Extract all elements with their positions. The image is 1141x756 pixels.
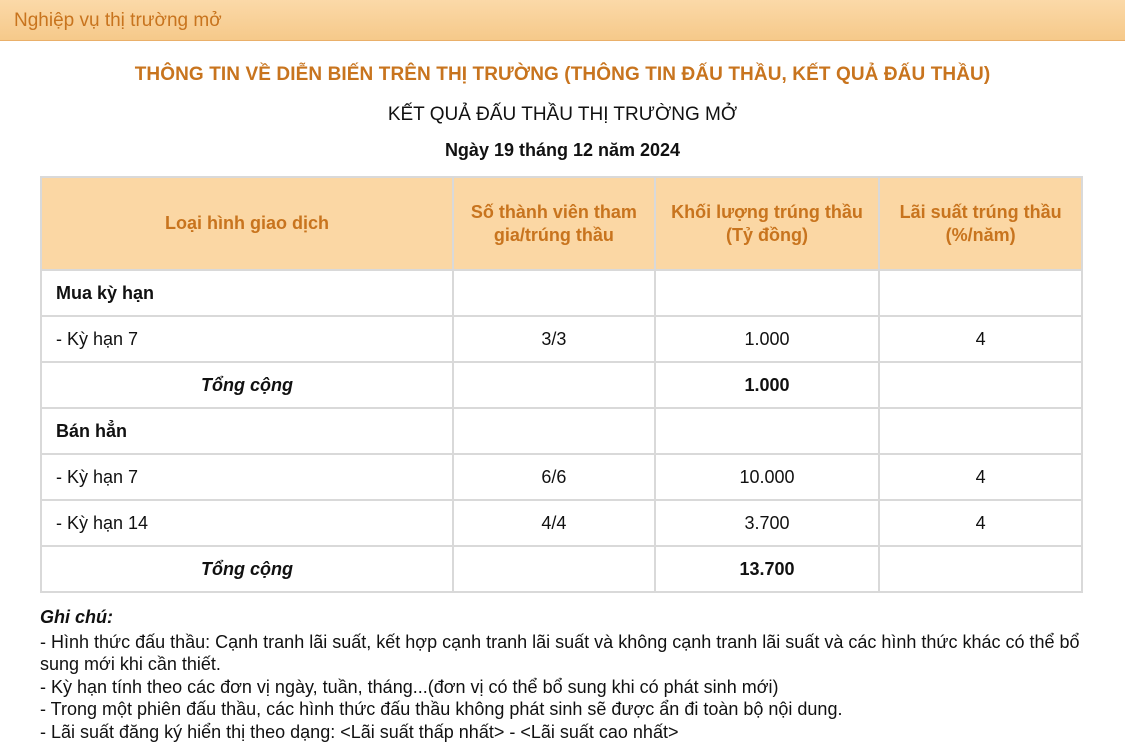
empty-cell — [655, 408, 880, 454]
auction-results-table — [40, 176, 1083, 593]
empty-cell — [879, 270, 1082, 316]
page-subtitle: KẾT QUẢ ĐẤU THẦU THỊ TRƯỜNG MỞ — [387, 104, 738, 125]
rate-value: 4 — [879, 316, 1082, 362]
term-label: - Kỳ hạn 7 — [41, 454, 453, 500]
term-label: - Kỳ hạn 14 — [41, 500, 453, 546]
empty-cell — [453, 362, 655, 408]
volume-value: 3.700 — [655, 500, 880, 546]
table-header-row — [41, 177, 1082, 270]
column-header-transaction-type: Loại hình giao dịch — [41, 177, 453, 270]
table-row-total — [41, 362, 1082, 408]
notes-title: Ghi chú: — [40, 607, 113, 627]
note-item: - Hình thức đấu thầu: Cạnh tranh lãi suất, kết hợp cạnh tranh lãi suất và không cạnh tranh lãi suất và các hình thức khác có thể bổ sung mới khi cần thiết. — [40, 631, 1080, 674]
note-item: - Lãi suất đăng ký hiển thị theo dạng: <Lãi suất thấp nhất> - <Lãi suất cao nhất> — [40, 721, 679, 742]
table-row-total — [41, 546, 1082, 592]
total-label: Tổng cộng — [41, 362, 453, 408]
notes-section — [40, 606, 1100, 743]
members-value: 3/3 — [453, 316, 655, 362]
empty-cell — [879, 362, 1082, 408]
rate-value: 4 — [879, 454, 1082, 500]
table-row-group — [41, 270, 1082, 316]
section-header-title: Nghiệp vụ thị trường mở — [14, 10, 222, 31]
note-item: - Kỳ hạn tính theo các đơn vị ngày, tuần, tháng...(đơn vị có thể bổ sung khi có phát sinh mới) — [40, 676, 779, 697]
group-label: Mua kỳ hạn — [41, 270, 453, 316]
term-label: - Kỳ hạn 7 — [41, 316, 453, 362]
group-label: Bán hẳn — [41, 408, 453, 454]
page-title: THÔNG TIN VỀ DIỄN BIẾN TRÊN THỊ TRƯỜNG (THÔNG TIN ĐẤU THẦU, KẾT QUẢ ĐẤU THẦU) — [134, 64, 991, 85]
total-volume-value: 1.000 — [655, 362, 880, 408]
empty-cell — [453, 546, 655, 592]
table-row-group — [41, 408, 1082, 454]
empty-cell — [655, 270, 880, 316]
volume-value: 1.000 — [655, 316, 880, 362]
members-value: 4/4 — [453, 500, 655, 546]
total-label: Tổng cộng — [41, 546, 453, 592]
section-header — [0, 0, 1125, 41]
members-value: 6/6 — [453, 454, 655, 500]
auction-date: Ngày 19 tháng 12 năm 2024 — [444, 140, 681, 160]
table-row — [41, 454, 1082, 500]
total-volume-value: 13.700 — [655, 546, 880, 592]
empty-cell — [879, 546, 1082, 592]
table-row — [41, 500, 1082, 546]
table-row — [41, 316, 1082, 362]
rate-value: 4 — [879, 500, 1082, 546]
column-header-rate: Lãi suất trúng thầu (%/năm) — [879, 177, 1082, 270]
volume-value: 10.000 — [655, 454, 880, 500]
column-header-members: Số thành viên tham gia/trúng thầu — [453, 177, 655, 270]
column-header-volume: Khối lượng trúng thầu (Tỷ đồng) — [655, 177, 880, 270]
empty-cell — [453, 408, 655, 454]
empty-cell — [879, 408, 1082, 454]
note-item: - Trong một phiên đấu thầu, các hình thức đấu thầu không phát sinh sẽ được ẩn đi toàn bộ nội dung. — [40, 699, 843, 719]
empty-cell — [453, 270, 655, 316]
